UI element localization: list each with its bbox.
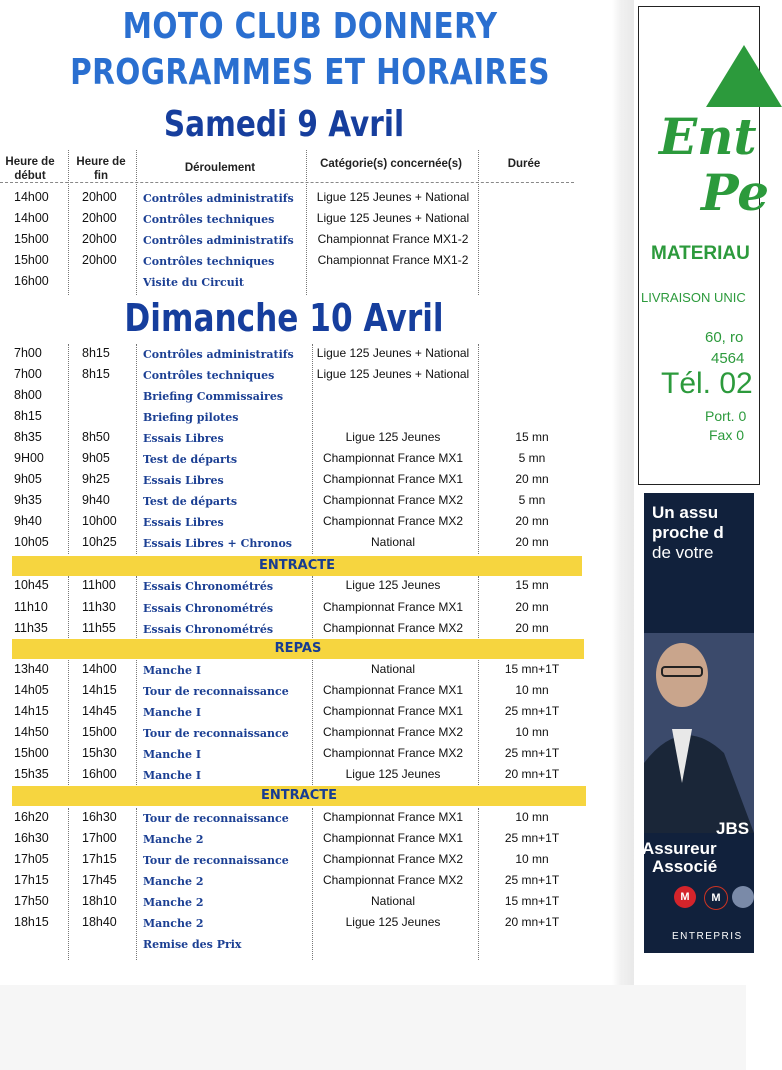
start-time: 15h00 [14, 746, 49, 760]
column-divider [312, 344, 313, 554]
column-divider [136, 660, 137, 785]
advert-line-postcode: 4564 [711, 350, 745, 367]
end-time: 20h00 [82, 211, 117, 225]
schedule-row [0, 449, 600, 470]
activity: Manche 2 [143, 833, 204, 846]
end-time: 20h00 [82, 253, 117, 267]
column-divider [312, 808, 313, 960]
activity: Tour de reconnaissance [143, 854, 289, 867]
start-time: 8h35 [14, 430, 42, 444]
column-divider [68, 344, 69, 554]
duration: 25 mn+1T [504, 704, 560, 718]
start-time: 9h40 [14, 514, 42, 528]
schedule-row [0, 765, 600, 786]
advert-insurance-line2: proche d [652, 523, 724, 542]
duration: 15 mn [515, 430, 549, 444]
category: Ligue 125 Jeunes [345, 915, 441, 929]
schedule-row [0, 808, 600, 829]
header-divider [0, 182, 574, 183]
schedule-row [0, 723, 600, 744]
schedule-row [0, 188, 600, 209]
column-divider [312, 576, 313, 638]
activity: Tour de reconnaissance [143, 727, 289, 740]
schedule-row [0, 491, 600, 512]
end-time: 17h00 [82, 831, 117, 845]
start-time: 7h00 [14, 346, 42, 360]
schedule-row [0, 230, 600, 251]
advert-phone: Tél. 02 [661, 367, 753, 400]
start-time: 16h00 [14, 274, 49, 288]
schedule-row [0, 619, 600, 640]
schedule-row [0, 871, 600, 892]
category: Ligue 125 Jeunes [345, 578, 441, 592]
schedule-row [0, 365, 600, 386]
schedule-row [0, 470, 600, 491]
activity: Essais Libres [143, 474, 224, 487]
duration: 20 mn+1T [504, 915, 560, 929]
end-time: 17h45 [82, 873, 117, 887]
entracte-label-2: ENTRACTE [261, 788, 337, 803]
activity: Contrôles administratifs [143, 234, 294, 247]
category: Ligue 125 Jeunes [345, 767, 441, 781]
col-category-header: Catégorie(s) concernée(s) [320, 158, 462, 170]
start-time: 11h35 [14, 621, 48, 635]
category: Championnat France MX2 [322, 746, 464, 760]
end-time: 15h30 [82, 746, 117, 760]
end-time: 18h40 [82, 915, 117, 929]
category: National [370, 535, 416, 549]
duration: 15 mn+1T [504, 662, 560, 676]
activity: Essais Libres + Chronos [143, 537, 292, 550]
entracte-band-2 [12, 786, 586, 806]
category: Championnat France MX1 [322, 451, 464, 465]
start-time: 14h50 [14, 725, 49, 739]
schedule-row [0, 850, 600, 871]
schedule-row [0, 892, 600, 913]
mma-badge-3 [732, 886, 754, 908]
activity: Essais Libres [143, 516, 224, 529]
advert-assureur: Assureur [642, 839, 717, 858]
end-time: 10h25 [82, 535, 117, 549]
column-divider [478, 150, 479, 295]
activity: Remise des Prix [143, 938, 242, 951]
saturday-date: Samedi 9 Avril [163, 104, 405, 145]
advert-mobile: Port. 0 [705, 408, 747, 424]
duration: 10 mn [515, 683, 549, 697]
column-divider [68, 150, 69, 295]
column-divider [68, 660, 69, 785]
schedule-row [0, 829, 600, 850]
schedule-row [0, 344, 600, 365]
activity: Visite du Circuit [143, 276, 245, 289]
activity: Contrôles techniques [143, 369, 275, 382]
schedule-row [0, 533, 600, 554]
start-time: 10h05 [14, 535, 49, 549]
page-fold [612, 0, 634, 1070]
duration: 20 mn [515, 535, 549, 549]
start-time: 15h00 [14, 232, 49, 246]
start-time: 18h15 [14, 915, 49, 929]
col-duration-header: Durée [507, 158, 541, 170]
advert-insurance-line3: de votre [652, 543, 714, 562]
schedule-row [0, 744, 600, 765]
duration: 20 mn [515, 621, 549, 635]
schedule-row [0, 209, 600, 230]
category: Ligue 125 Jeunes + National [316, 367, 470, 381]
start-time: 10h45 [14, 578, 49, 592]
end-time: 15h00 [82, 725, 117, 739]
duration: 20 mn [515, 599, 549, 614]
column-divider [478, 808, 479, 960]
activity: Essais Chronométrés [143, 580, 274, 593]
schedule-row [0, 934, 600, 955]
duration: 10 mn [515, 810, 549, 824]
agent-portrait-icon [644, 633, 754, 833]
schedule-row [0, 681, 600, 702]
activity: Test de départs [143, 453, 238, 466]
schedule-row [0, 407, 600, 428]
materials-advert [638, 6, 770, 485]
start-time: 15h35 [14, 767, 49, 781]
advert-line-address: 60, ro [705, 329, 744, 346]
category: Championnat France MX1 [322, 683, 464, 697]
end-time: 17h15 [82, 852, 117, 866]
col-activity-header: Déroulement [184, 162, 256, 174]
schedule-row [0, 913, 600, 934]
column-divider [478, 344, 479, 554]
category: Ligue 125 Jeunes + National [316, 346, 470, 360]
start-time: 9H00 [14, 451, 44, 465]
sunday-date: Dimanche 10 Avril [124, 296, 444, 340]
activity: Briefing pilotes [143, 411, 239, 424]
activity: Essais Chronométrés [143, 601, 274, 615]
activity: Tour de reconnaissance [143, 685, 289, 698]
start-time: 16h30 [14, 831, 49, 845]
advert-associe: Associé [652, 857, 718, 876]
end-time: 8h15 [82, 367, 110, 381]
advert-line-delivery: LIVRAISON UNIC [641, 290, 746, 305]
activity: Manche I [143, 664, 201, 677]
schedule-row [0, 512, 600, 533]
category: Championnat France MX1 [322, 831, 464, 845]
duration: 20 mn [515, 514, 549, 528]
duration: 20 mn+1T [504, 767, 560, 781]
category: Championnat France MX1 [322, 810, 464, 824]
end-time: 16h30 [82, 810, 117, 824]
start-time: 14h00 [14, 211, 49, 225]
column-divider [312, 660, 313, 785]
advert-line-materials: MATERIAU [651, 243, 750, 264]
page-bottom-shade [0, 985, 746, 1070]
start-time: 14h15 [14, 704, 49, 718]
entracte-band-1 [12, 556, 582, 576]
activity: Manche 2 [143, 896, 204, 909]
end-time: 11h30 [82, 599, 116, 614]
category: Championnat France MX1 [322, 704, 464, 718]
end-time: 9h40 [82, 493, 110, 507]
duration: 15 mn [515, 578, 549, 592]
activity: Manche I [143, 706, 201, 719]
start-time: 17h50 [14, 894, 49, 908]
start-time: 15h00 [14, 253, 49, 267]
start-time: 9h35 [14, 493, 42, 507]
end-time: 8h50 [82, 430, 110, 444]
category: Championnat France MX2 [322, 873, 464, 887]
end-time: 18h10 [82, 894, 117, 908]
end-time: 20h00 [82, 190, 117, 204]
schedule-row [0, 576, 600, 597]
end-time: 14h00 [82, 662, 117, 676]
category: Championnat France MX2 [322, 621, 464, 635]
start-time: 13h40 [14, 662, 49, 676]
advert-fax: Fax 0 [709, 427, 745, 443]
duration: 15 mn+1T [504, 894, 560, 908]
duration: 25 mn+1T [504, 831, 560, 845]
category: Ligue 125 Jeunes [345, 430, 441, 444]
schedule-row [0, 428, 600, 449]
programme-title: PROGRAMMES ET HORAIRES [70, 52, 550, 93]
schedule-row [0, 272, 600, 293]
end-time: 11h00 [82, 578, 116, 592]
activity: Test de départs [143, 495, 238, 508]
column-divider [68, 808, 69, 960]
duration: 10 mn [515, 725, 549, 739]
end-time: 8h15 [82, 346, 110, 360]
activity: Contrôles administratifs [143, 192, 294, 205]
start-time: 11h10 [14, 599, 48, 614]
end-time: 20h00 [82, 232, 117, 246]
advert-jbs: JBS [716, 819, 750, 838]
advert-footer: ENTREPRIS [672, 931, 743, 942]
activity: Essais Chronométrés [143, 623, 274, 636]
category: Championnat France MX1 [322, 472, 464, 486]
start-time: 9h05 [14, 472, 42, 486]
schedule-row [0, 386, 600, 407]
column-divider [478, 660, 479, 785]
activity: Contrôles administratifs [143, 348, 294, 361]
end-time: 16h00 [82, 767, 117, 781]
repas-band [12, 639, 584, 659]
category: Championnat France MX2 [322, 514, 464, 528]
category: National [370, 662, 416, 676]
end-time: 9h05 [82, 451, 110, 465]
column-divider [306, 150, 307, 295]
column-divider [478, 576, 479, 638]
end-time: 14h45 [82, 704, 117, 718]
schedule-row [0, 598, 600, 619]
category: Championnat France MX1-2 [317, 253, 469, 267]
category: Championnat France MX1 [322, 599, 464, 614]
triangle-logo-icon [706, 45, 782, 107]
end-time: 9h25 [82, 472, 110, 486]
start-time: 14h00 [14, 190, 49, 204]
activity: Contrôles techniques [143, 213, 275, 226]
end-time: 11h55 [82, 621, 116, 635]
duration: 25 mn+1T [504, 873, 560, 887]
activity: Contrôles techniques [143, 255, 275, 268]
end-time: 14h15 [82, 683, 117, 697]
column-divider [136, 808, 137, 960]
advert-insurance-line1: Un assu [652, 503, 719, 522]
start-time: 17h05 [14, 852, 49, 866]
category: Championnat France MX2 [322, 725, 464, 739]
mma-badge-2: M [704, 886, 728, 910]
activity: Manche 2 [143, 875, 204, 888]
start-time: 8h00 [14, 388, 42, 402]
schedule-row [0, 702, 600, 723]
repas-label: REPAS [274, 641, 322, 656]
start-time: 14h05 [14, 683, 49, 697]
club-title: MOTO CLUB DONNERY [122, 6, 498, 47]
col-start-header: Heure de début [5, 156, 55, 182]
start-time: 7h00 [14, 367, 42, 381]
activity: Briefing Commissaires [143, 390, 284, 403]
entracte-label-1: ENTRACTE [259, 558, 335, 573]
column-divider [68, 576, 69, 638]
start-time: 16h20 [14, 810, 49, 824]
category: Championnat France MX2 [322, 493, 464, 507]
insurance-advert [644, 493, 754, 953]
schedule-row [0, 660, 600, 681]
start-time: 8h15 [14, 409, 42, 423]
column-divider [136, 150, 137, 295]
duration: 5 mn [518, 451, 546, 465]
advert-script-2: Pe [701, 163, 770, 222]
column-divider [136, 576, 137, 638]
col-end-header: Heure de fin [76, 156, 126, 182]
end-time: 10h00 [82, 514, 117, 528]
category: Ligue 125 Jeunes + National [316, 190, 470, 204]
activity: Manche I [143, 748, 201, 761]
activity: Tour de reconnaissance [143, 812, 289, 825]
category: Championnat France MX1-2 [317, 232, 469, 246]
activity: Essais Libres [143, 432, 224, 445]
duration: 5 mn [518, 493, 546, 507]
duration: 25 mn+1T [504, 746, 560, 760]
mma-badge-1: M [674, 886, 696, 908]
column-divider [136, 344, 137, 554]
activity: Manche I [143, 769, 201, 782]
category: National [370, 894, 416, 908]
category: Championnat France MX2 [322, 852, 464, 866]
schedule-row [0, 251, 600, 272]
activity: Manche 2 [143, 917, 204, 930]
duration: 20 mn [515, 472, 549, 486]
category: Ligue 125 Jeunes + National [316, 211, 470, 225]
duration: 10 mn [515, 852, 549, 866]
start-time: 17h15 [14, 873, 49, 887]
advert-script-1: Ent [659, 107, 757, 166]
